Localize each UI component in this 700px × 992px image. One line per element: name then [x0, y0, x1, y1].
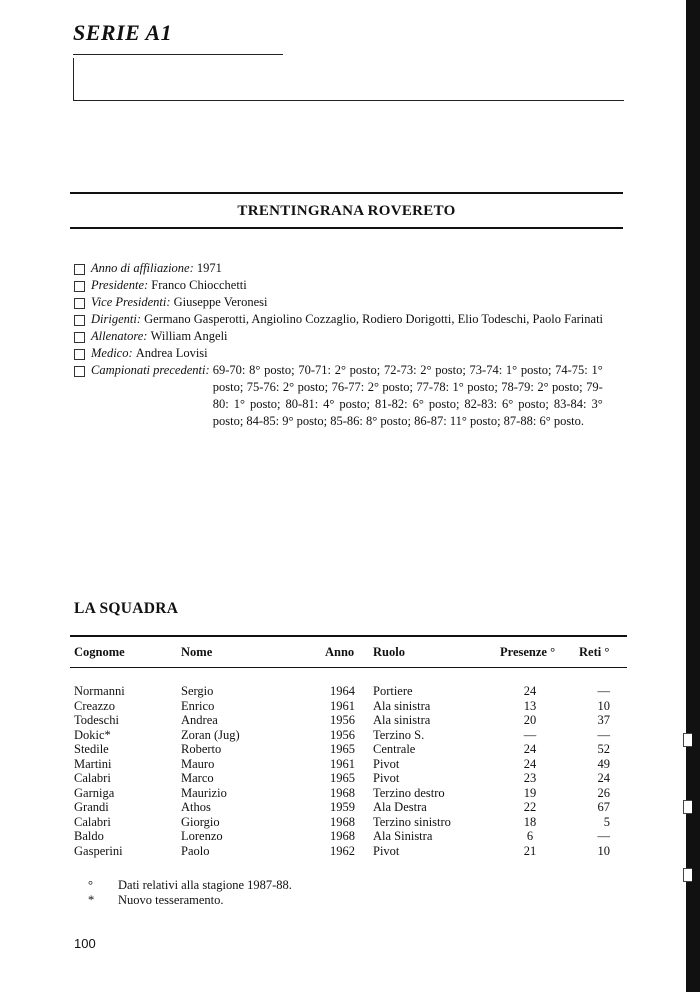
player-year: 1956	[330, 727, 355, 742]
table-row	[0, 684, 700, 699]
player-goals: 49	[597, 756, 610, 771]
header-year: Anno	[325, 645, 355, 659]
checkbox-icon	[74, 264, 85, 275]
edge-checkbox-mark	[683, 868, 692, 882]
player-goals: 10	[597, 698, 610, 713]
table-row	[0, 757, 700, 772]
checkbox-icon	[74, 281, 85, 292]
footnote	[88, 878, 292, 893]
info-previous-championships	[74, 362, 630, 430]
player-appearances: 24	[523, 756, 537, 771]
player-surname: Garniga	[74, 785, 115, 800]
squad-title: LA SQUADRA	[74, 600, 179, 617]
player-name: Paolo	[181, 843, 210, 858]
player-appearances: 21	[523, 843, 537, 858]
info-label: Allenatore:	[91, 329, 148, 343]
player-surname: Martini	[74, 756, 112, 771]
player-goals: 10	[597, 843, 610, 858]
player-appearances: 24	[523, 742, 537, 756]
player-role: Pivot	[373, 843, 400, 858]
page-number: 100	[74, 936, 96, 951]
player-appearances: 23	[523, 771, 537, 785]
player-year: 1956	[330, 713, 355, 727]
table-row	[0, 815, 700, 830]
team-rule-top	[70, 192, 623, 194]
player-appearances: 19	[523, 785, 537, 800]
player-name: Mauro	[181, 756, 215, 771]
player-role: Ala Sinistra	[373, 829, 433, 843]
checkbox-icon	[74, 298, 85, 309]
player-goals: —	[597, 829, 610, 843]
player-role: Terzino sinistro	[373, 814, 451, 829]
player-goals: 26	[597, 785, 610, 800]
player-surname: Baldo	[74, 829, 104, 843]
info-doctor	[74, 345, 630, 362]
player-surname: Dokic*	[74, 727, 111, 742]
player-goals: 52	[597, 742, 610, 756]
table-row	[0, 786, 700, 801]
player-name: Sergio	[181, 684, 214, 698]
player-appearances: 22	[523, 800, 537, 814]
player-year: 1965	[330, 771, 355, 785]
player-year: 1962	[330, 843, 355, 858]
player-surname: Creazzo	[74, 698, 115, 713]
footnote	[88, 893, 292, 908]
table-row	[0, 771, 700, 786]
player-role: Terzino S.	[373, 727, 425, 742]
player-role: Ala sinistra	[373, 713, 431, 727]
player-surname: Gasperini	[74, 843, 123, 858]
info-value: Germano Gasperotti, Angiolino Cozzaglio, Rodiero Dorigotti, Elio Todeschi, Paolo Farinati	[144, 312, 604, 326]
player-goals: 37	[597, 713, 610, 727]
player-goals: 67	[597, 800, 610, 814]
player-name: Roberto	[181, 742, 222, 756]
info-affiliation	[74, 260, 630, 277]
player-year: 1964	[330, 684, 355, 698]
player-appearances: 18	[523, 814, 537, 829]
player-year: 1968	[330, 785, 355, 800]
player-surname: Normanni	[74, 684, 125, 698]
footnote-text: Dati relativi alla stagione 1987-88.	[118, 878, 292, 892]
info-managers	[74, 311, 630, 328]
footnote-text: Nuovo tesseramento.	[118, 893, 224, 907]
info-label: Campionati precedenti:	[91, 363, 210, 377]
footnote-mark: °	[88, 878, 93, 892]
checkbox-icon	[74, 332, 85, 343]
player-role: Terzino destro	[373, 785, 445, 800]
player-role: Pivot	[373, 756, 400, 771]
player-role: Ala sinistra	[373, 698, 431, 713]
player-role: Portiere	[373, 684, 413, 698]
info-value: William Angeli	[150, 329, 228, 343]
player-goals: 5	[603, 814, 610, 829]
info-text	[91, 311, 630, 328]
header-rule	[73, 54, 283, 55]
checkbox-icon	[74, 315, 85, 326]
player-year: 1961	[330, 756, 355, 771]
player-role: Centrale	[373, 742, 416, 756]
player-name: Giorgio	[181, 814, 220, 829]
player-year: 1968	[330, 814, 355, 829]
player-name: Maurizio	[181, 785, 227, 800]
squad-table-body	[0, 684, 700, 858]
info-label: Vice Presidenti:	[91, 295, 171, 309]
info-value: Giuseppe Veronesi	[173, 295, 268, 309]
player-goals: —	[597, 684, 610, 698]
player-appearances: 6	[526, 829, 534, 843]
table-rule-top	[70, 635, 627, 637]
player-appearances: 13	[523, 698, 537, 713]
player-goals: —	[597, 727, 610, 742]
team-name: TRENTINGRANA ROVERETO	[237, 203, 456, 219]
player-role: Ala Destra	[373, 800, 427, 814]
player-surname: Stedile	[74, 742, 109, 756]
info-value: 69-70: 8° posto; 70-71: 2° posto; 72-73: 2° posto; 73-74: 1° posto; 74-75: 1° posto; 75-76: 2° posto; 76-77: 2° posto; 77-78: 1° posto; 78-79: 2° posto; 79-80: 1° posto; 80-81: 4° posto; 81-82: 6° posto; 82-83: 6° posto; 83-84: 3° posto; 84-85: 9° posto; 85-86: 8° posto; 86-87: 11° posto; 87-88: 6° posto.	[212, 363, 603, 428]
player-surname: Todeschi	[74, 713, 119, 727]
player-year: 1959	[330, 800, 355, 814]
header-surname: Cognome	[74, 645, 125, 659]
player-appearances: —	[523, 727, 537, 742]
player-name: Athos	[181, 800, 211, 814]
club-info-list	[74, 260, 630, 430]
team-rule-bottom	[70, 227, 623, 229]
player-year: 1965	[330, 742, 355, 756]
header-role: Ruolo	[373, 645, 405, 659]
info-value: Andrea Lovisi	[135, 346, 208, 360]
info-label: Anno di affiliazione:	[91, 261, 194, 275]
player-year: 1961	[330, 698, 355, 713]
table-row	[0, 699, 700, 714]
player-name: Zoran (Jug)	[181, 727, 240, 742]
player-appearances: 20	[523, 713, 537, 727]
player-surname: Calabri	[74, 771, 111, 785]
info-president	[74, 277, 630, 294]
footnote-mark: *	[88, 893, 95, 907]
table-rule-bottom	[70, 667, 627, 668]
header-box	[73, 58, 624, 101]
table-row	[0, 844, 700, 859]
info-value: Franco Chiocchetti	[151, 278, 247, 292]
player-surname: Calabri	[74, 814, 111, 829]
player-year: 1968	[330, 829, 355, 843]
table-row	[0, 742, 700, 757]
player-goals: 24	[597, 771, 610, 785]
info-vice-president	[74, 294, 630, 311]
info-coach	[74, 328, 630, 345]
table-row	[0, 728, 700, 743]
player-appearances: 24	[523, 684, 537, 698]
checkbox-icon	[74, 349, 85, 360]
checkbox-icon	[74, 366, 85, 377]
player-surname: Grandi	[74, 800, 109, 814]
player-role: Pivot	[373, 771, 400, 785]
info-label: Medico:	[91, 346, 133, 360]
player-name: Andrea	[181, 713, 218, 727]
info-value: 1971	[196, 261, 222, 275]
player-name: Marco	[181, 771, 214, 785]
table-row	[0, 800, 700, 815]
header-name: Nome	[181, 645, 213, 659]
series-title: SERIE A1	[73, 20, 173, 45]
info-label: Presidente:	[91, 278, 149, 292]
player-name: Lorenzo	[181, 829, 223, 843]
header-goals: Reti °	[579, 645, 610, 659]
table-row	[0, 829, 700, 844]
table-row	[0, 713, 700, 728]
footnotes	[88, 878, 292, 908]
header-appearances: Presenze °	[500, 645, 556, 659]
player-name: Enrico	[181, 698, 215, 713]
info-label: Dirigenti:	[91, 312, 141, 326]
